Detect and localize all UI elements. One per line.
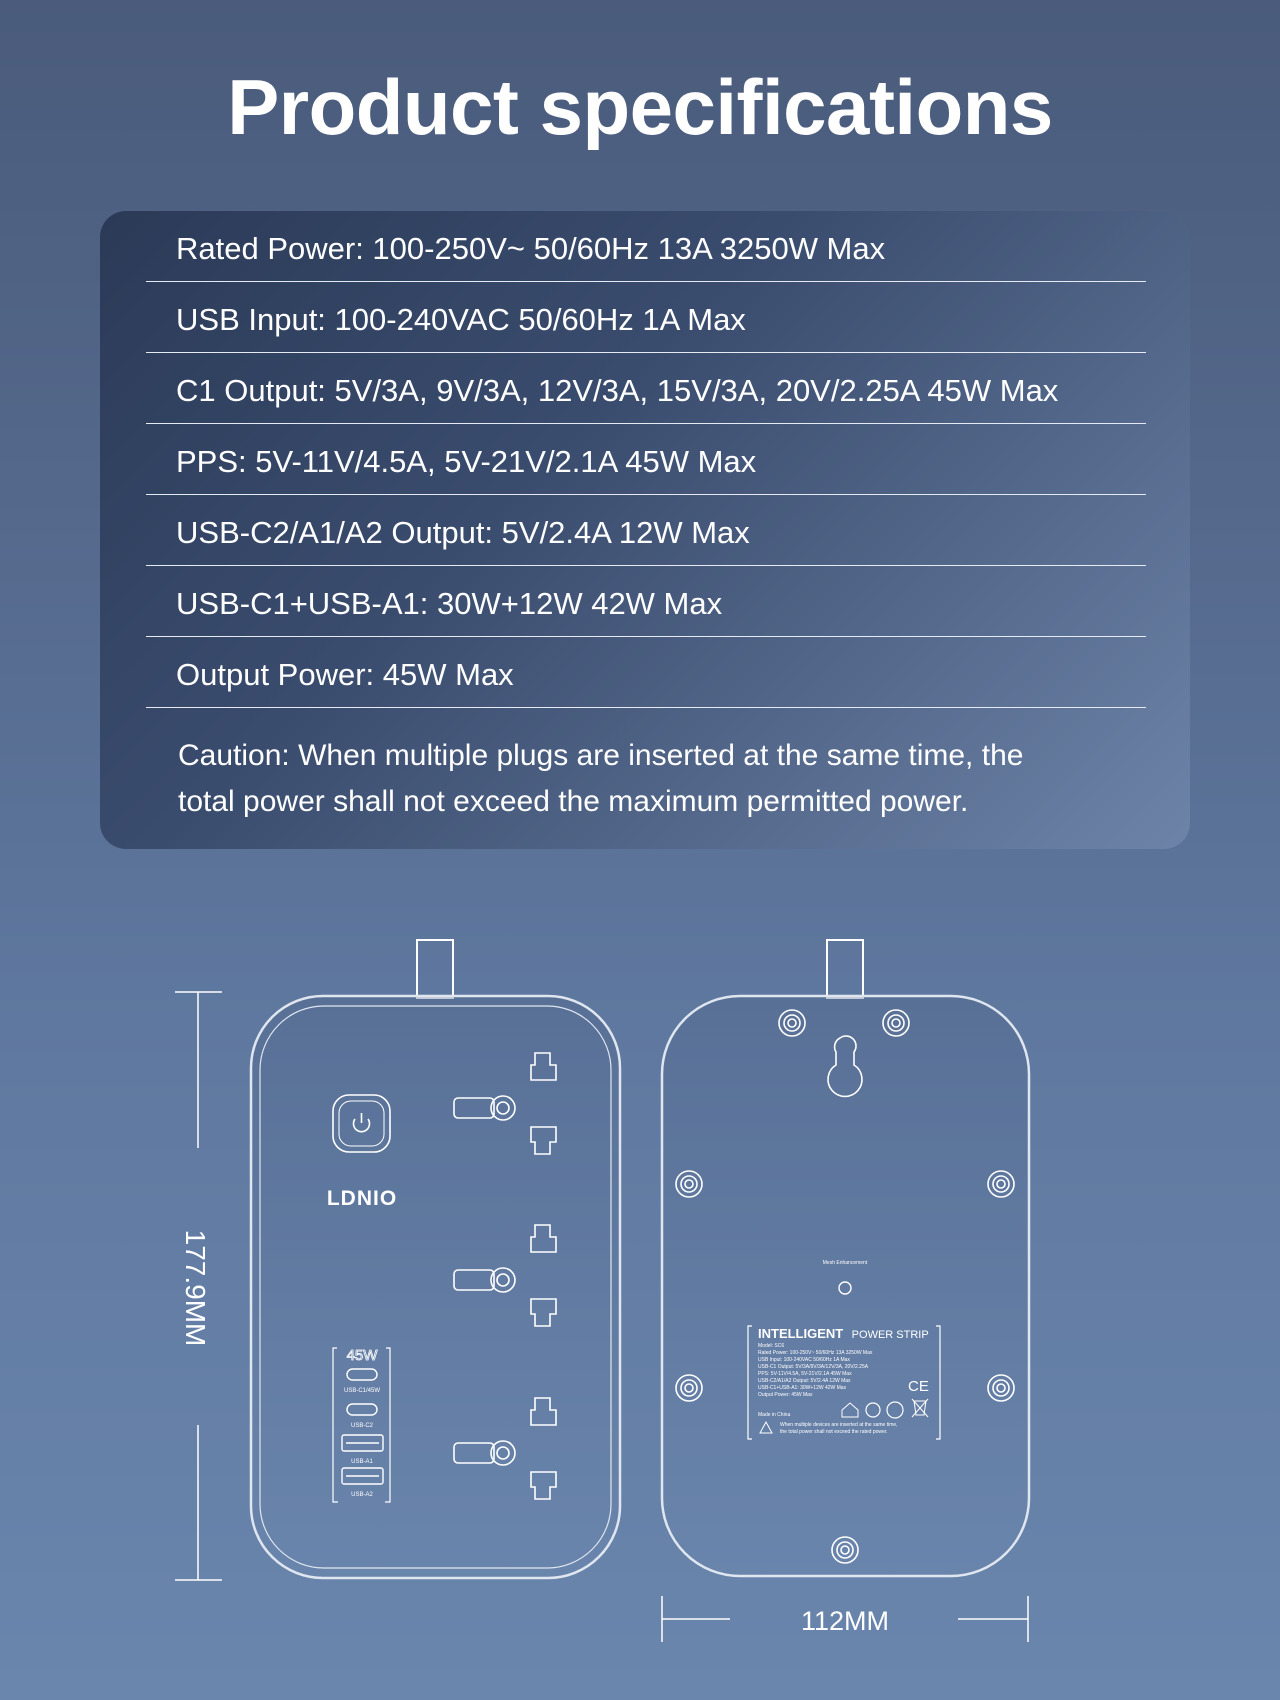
- front-view: [251, 940, 620, 1578]
- back-small-text: Mesh Enhancement: [822, 1260, 868, 1266]
- front-body-outer: [251, 996, 620, 1578]
- caution-line-1: Caution: When multiple plugs are inserted at the same time, the: [178, 739, 1024, 772]
- label-line: USB-C1 Output: 5V/3A/9V/3A/12V/3A, 20V/2.25A: [758, 1364, 869, 1370]
- usb-c2-label: USB-C2: [350, 1423, 374, 1429]
- label-title-rest: POWER STRIP: [851, 1329, 929, 1341]
- fast-charge-badge: 45W: [346, 1347, 378, 1364]
- back-body: [662, 996, 1029, 1576]
- page-title: Product specifications: [227, 63, 1053, 151]
- caution-line-2: total power shall not exceed the maximum permitted power.: [178, 785, 969, 818]
- label-line: USB-C1+USB-A1: 30W+12W 42W Max: [758, 1385, 847, 1391]
- usb-a1-label: USB-A1: [351, 1459, 373, 1465]
- spec-row-usb-input: USB Input: 100-240VAC 50/60Hz 1A Max: [146, 282, 1146, 353]
- spec-list: [146, 211, 1146, 708]
- front-cord: [417, 940, 453, 998]
- ce-mark: CE: [908, 1378, 929, 1395]
- height-label: 177.9MM: [180, 1229, 211, 1347]
- spec-row-c1-plus-a1: USB-C1+USB-A1: 30W+12W 42W Max: [146, 566, 1146, 637]
- usb-a2-label: USB-A2: [351, 1492, 373, 1498]
- label-title-bold: INTELLIGENT: [758, 1326, 844, 1341]
- width-label: 112MM: [800, 1606, 890, 1636]
- label-line: Rated Power: 100-250V~ 50/60Hz 13A 3250W Max: [758, 1350, 873, 1356]
- brand-logo: LDNIO: [326, 1187, 398, 1210]
- warning-line: When multiple devices are inserted at the same time,: [780, 1422, 898, 1428]
- spec-row-usb-c2-a1-a2: USB-C2/A1/A2 Output: 5V/2.4A 12W Max: [146, 495, 1146, 566]
- warning-line: the total power shall not exceed the rated power.: [780, 1429, 888, 1435]
- label-line: Output Power: 45W Max: [758, 1392, 813, 1398]
- spec-card: [100, 211, 1190, 849]
- spec-row-output-power: Output Power: 45W Max: [146, 637, 1146, 708]
- label-line: Made in China: [758, 1412, 791, 1418]
- label-line: USB-C2/A1/A2 Output: 5V/2.4A 12W Max: [758, 1378, 851, 1384]
- usb-c1-label: USB-C1/45W: [343, 1388, 381, 1394]
- label-line: Model: SC6: [758, 1343, 785, 1349]
- caution-text: [178, 733, 1138, 825]
- back-cord: [827, 940, 863, 998]
- spec-row-pps: PPS: 5V-11V/4.5A, 5V-21V/2.1A 45W Max: [146, 424, 1146, 495]
- product-drawing: [0, 920, 1280, 1700]
- label-line: PPS: 5V-11V/4.5A, 5V-21V/2.1A 45W Max: [758, 1371, 852, 1377]
- label-line: USB Input: 100-240VAC 50/60Hz 1A Max: [758, 1357, 850, 1363]
- back-view: [662, 940, 1029, 1576]
- spec-row-c1-output: C1 Output: 5V/3A, 9V/3A, 12V/3A, 15V/3A, 20V/2.25A 45W Max: [146, 353, 1146, 424]
- spec-row-rated-power: Rated Power: 100-250V~ 50/60Hz 13A 3250W Max: [146, 211, 1146, 282]
